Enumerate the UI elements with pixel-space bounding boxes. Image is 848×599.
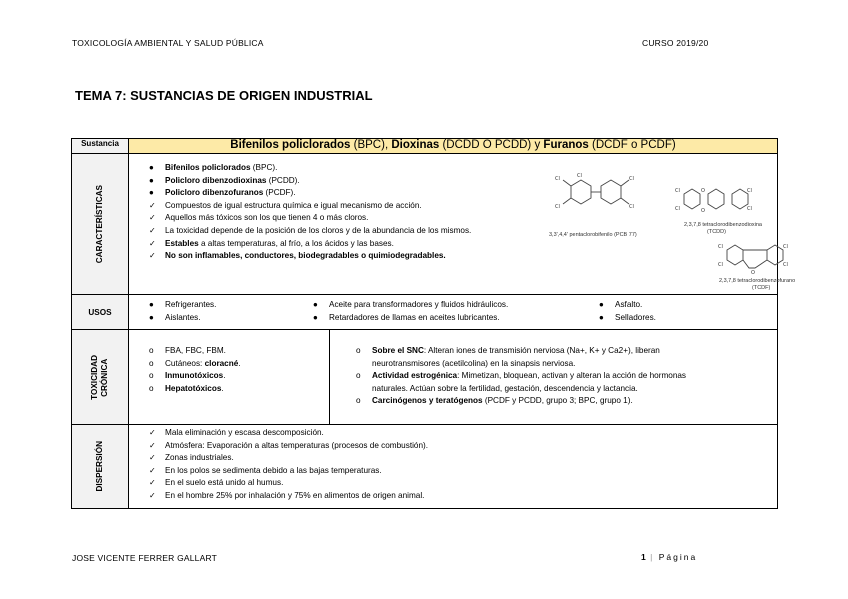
list-item: ● Policloro dibenzofuranos (PCDF). [149, 188, 296, 198]
list-item: ✓ Mala eliminación y escasa descomposición. [149, 428, 324, 437]
svg-text:Cl: Cl [783, 262, 788, 268]
toxicidad-right-list [350, 345, 686, 408]
list-item: o Cutáneos: cloracné. [149, 358, 241, 368]
page-title: TEMA 7: SUSTANCIAS DE ORIGEN INDUSTRIAL [75, 88, 373, 103]
svg-text:O: O [701, 188, 705, 194]
tcdd-abbr-caption: (TCDD) [707, 229, 726, 235]
running-header-right: CURSO 2019/20 [642, 38, 709, 48]
list-item: ● Policloro dibenzodioxinas (PCDD). [149, 175, 300, 185]
svg-text:Cl: Cl [629, 204, 634, 210]
svg-text:Cl: Cl [555, 204, 560, 210]
svg-text:Cl: Cl [747, 206, 752, 212]
subject-bpc-abbr: (BPC), [350, 139, 392, 151]
svg-text:Cl: Cl [577, 173, 582, 179]
subject-bpc: Bifenilos policlorados [230, 139, 351, 151]
list-item-continuation: naturales. Actúan sobre la fertilidad, gestación, descendencia y lactancia. [372, 383, 638, 393]
list-item-continuation: neurotransmisores (acetilcolina) en la sinapsis nerviosa. [372, 358, 576, 368]
list-item: ● Asfalto. [599, 300, 643, 309]
subject-dioxins-abbr: (DCDD O PCDD) [439, 139, 535, 151]
list-item: o Carcinógenos y teratógenos (PCDF y PCDD, grupo 3; BPC, grupo 1). [356, 396, 633, 406]
caracteristicas-cell [129, 154, 796, 295]
svg-text:Cl: Cl [783, 244, 788, 250]
list-item: ● Bifenilos policlorados (BPC). [149, 163, 278, 172]
tcdf-caption: 2,3,7,8 tetraclorodibenzofurano [719, 278, 796, 284]
list-item: ✓ En el hombre 25% por inhalación y 75% en alimentos de origen animal. [149, 490, 425, 500]
svg-text:Cl: Cl [747, 188, 752, 194]
substances-table [71, 138, 796, 509]
substance-heading [129, 139, 778, 154]
toxicidad-cell [129, 330, 778, 425]
list-item: ● Retardadores de llamas en aceites lubricantes. [313, 313, 500, 322]
page-separator: | [650, 552, 655, 562]
usos-cell [129, 295, 778, 330]
subject-and: y [534, 139, 541, 151]
list-item: ✓ Atmósfera: Evaporación a altas temperaturas (procesos de combustión). [149, 440, 429, 450]
svg-text:Cl: Cl [718, 262, 723, 268]
footer-page-number [641, 552, 697, 562]
list-item: ✓ En los polos se sedimenta debido a las bajas temperaturas. [149, 465, 382, 475]
list-item: ● Selladores. [599, 313, 656, 322]
row-label-dispersion: DISPERSIÓN [72, 425, 129, 509]
list-item: ✓ Compuestos de igual estructura química e igual mecanismo de acción. [149, 200, 422, 210]
toxicidad-left-list [143, 345, 241, 395]
tcdf-abbr-caption: (TCDF) [752, 285, 771, 291]
list-item: ● Aislantes. [149, 313, 201, 322]
running-header-left: TOXICOLOGÍA AMBIENTAL Y SALUD PÚBLICA [72, 38, 264, 48]
svg-text:Cl: Cl [718, 244, 723, 250]
list-item: ✓ No son inflamables, conductores, biodegradables o quimiodegradables. [149, 251, 446, 261]
subject-furans-abbr: (DCDF o PCDF) [591, 139, 676, 151]
svg-text:O: O [701, 208, 705, 214]
svg-text:Cl: Cl [555, 176, 560, 182]
list-item: ✓ La toxicidad depende de la posición de los cloros y de la abundancia de los mismos. [149, 225, 472, 235]
pcb-caption: 3,3',4,4' pentaclorobifenilo (PCB 77) [549, 232, 637, 238]
list-item: o Actividad estrogénica: Mimetizan, bloquean, activan y alteran la acción de hormonas [356, 371, 687, 381]
tcdd-structure-image [674, 182, 754, 216]
subject-furans: Furanos [540, 139, 592, 151]
list-item: ✓ Aquellos más tóxicos son los que tienen 4 o más cloros. [149, 213, 369, 223]
dispersion-list [143, 427, 428, 503]
footer-author: JOSE VICENTE FERRER GALLART [72, 553, 218, 563]
list-item: ✓ Estables a altas temperaturas, al frío, a los ácidos y las bases. [149, 238, 394, 248]
list-item: ✓ En el suelo está unido al humus. [149, 478, 284, 488]
tcdd-caption: 2,3,7,8 tetraclorodibenzodioxina [684, 222, 762, 228]
subject-dioxins: Dioxinas [391, 139, 440, 151]
svg-text:Cl: Cl [675, 206, 680, 212]
caracteristicas-list [143, 162, 471, 263]
column-label-substance: Sustancia [72, 139, 129, 154]
svg-text:Cl: Cl [629, 176, 634, 182]
svg-text:Cl: Cl [675, 188, 680, 194]
page-word: Página [658, 552, 698, 562]
list-item: ● Aceite para transformadores y fluidos hidráulicos. [313, 300, 509, 309]
list-item: o Sobre el SNC: Alteran iones de transmisión nerviosa (Na+, K+ y Ca2+), liberan [356, 346, 660, 355]
row-label-caracteristicas: CARACTERÍSTICAS [72, 154, 129, 295]
list-item: ✓ Zonas industriales. [149, 453, 234, 463]
list-item: o FBA, FBC, FBM. [149, 346, 226, 355]
svg-text:O: O [751, 270, 755, 276]
list-item: o Hepatotóxicos. [149, 383, 224, 393]
list-item: o Inmunotóxicos. [149, 371, 226, 381]
tcdf-structure-image [717, 238, 801, 276]
dispersion-cell [129, 425, 778, 509]
row-label-toxicidad: TOXICIDAD CRÓNICA [72, 330, 129, 425]
pcb-structure-image [549, 172, 649, 222]
row-label-usos: USOS [72, 295, 129, 330]
list-item: ● Refrigerantes. [149, 300, 217, 309]
page-number: 1 [641, 552, 646, 562]
